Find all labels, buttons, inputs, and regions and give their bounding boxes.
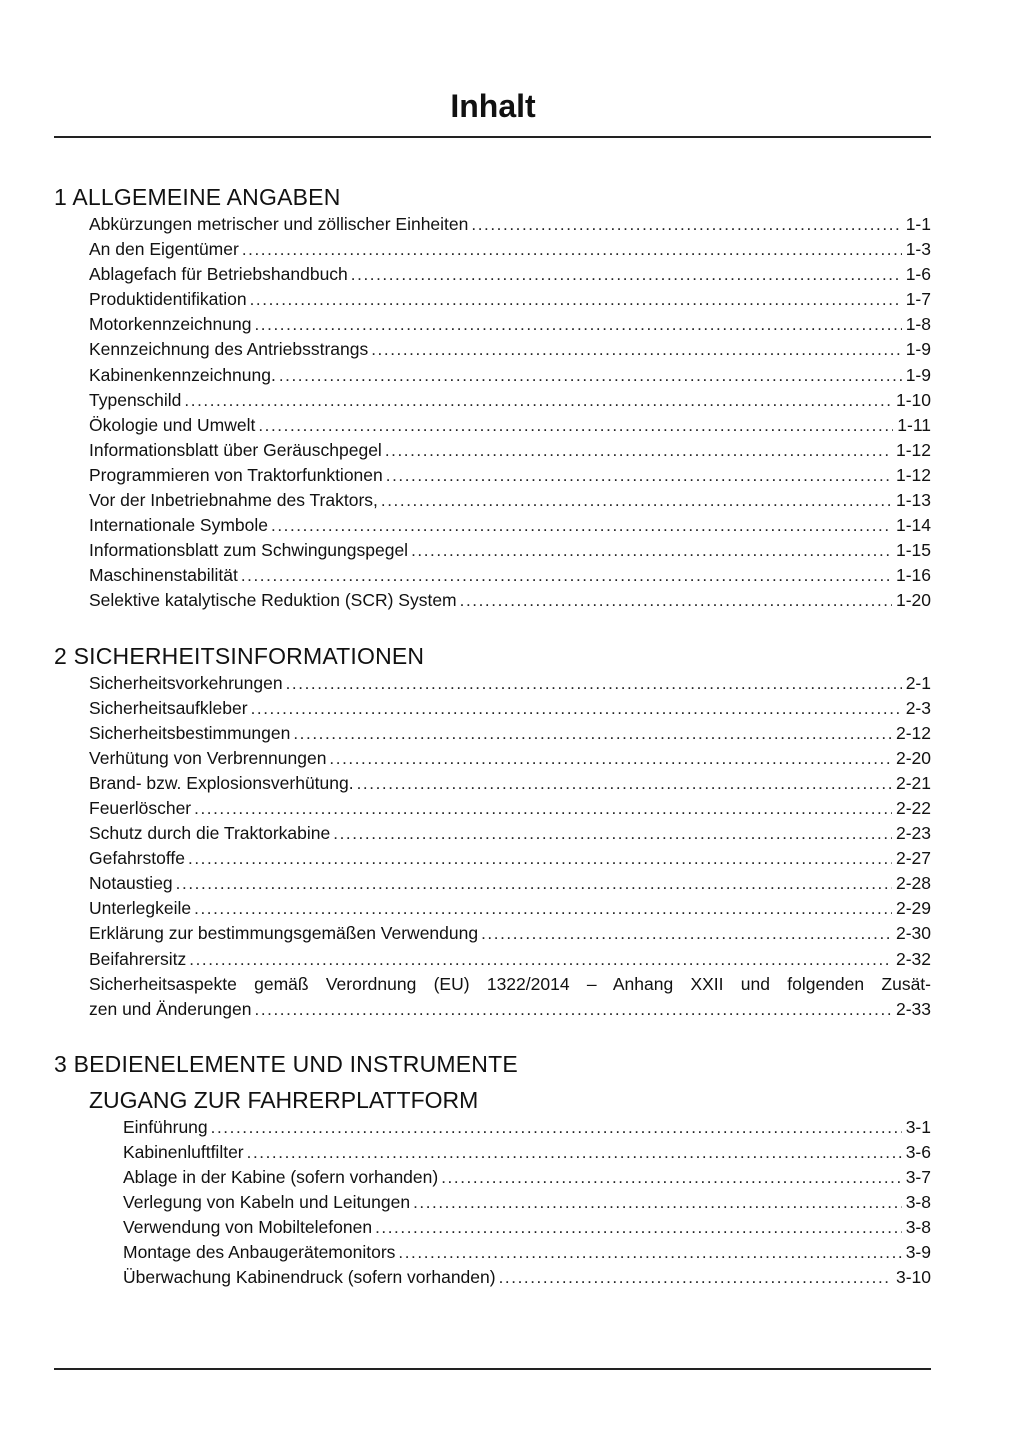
dot-leader [189,947,892,972]
entry-page: 2-23 [895,823,931,844]
dot-leader [247,1140,902,1165]
entry-title-line-1: Sicherheitsaspekte gemäß Verordnung (EU) 1322/2014 – Anhang XXII und folgenden Zusät- [89,973,931,994]
entry-title: Einführung [123,1116,208,1137]
dot-leader [286,671,902,696]
entry-page: 3-9 [905,1242,931,1263]
dot-leader [381,488,892,513]
page-title: Inhalt [450,88,536,124]
entry-title: Gefahrstoffe [89,848,185,869]
entry-title: Verwendung von Mobiltelefonen [123,1217,373,1238]
entry-page: 1-11 [897,414,931,435]
toc-entry[interactable] [89,212,931,237]
entry-title: Internationale Symbole [89,515,268,536]
toc-entry[interactable] [89,921,931,946]
entry-page: 1-13 [895,490,931,511]
entry-page: 2-21 [895,772,931,793]
toc-section-3 [54,1049,931,1291]
entry-title: Programmieren von Traktorfunktionen [89,464,383,485]
entry-title: Sicherheitsaufkleber [89,697,248,718]
entry-title-line-2: zen und Änderungen [89,998,252,1019]
toc-entry[interactable] [89,721,931,746]
dot-leader [194,796,892,821]
entry-title: Schutz durch die Traktorkabine [89,823,331,844]
toc-entry[interactable] [89,237,931,262]
toc-section-1 [54,182,931,614]
toc-entry[interactable] [89,846,931,871]
entry-page: 3-8 [905,1192,931,1213]
toc-entry[interactable] [89,796,931,821]
toc-entry[interactable] [89,287,931,312]
toc-entry[interactable] [123,1115,931,1140]
entry-page: 1-7 [905,289,931,310]
entry-page: 1-12 [895,439,931,460]
entry-title: Kabinenluftfilter [123,1141,244,1162]
toc-entry[interactable] [123,1165,931,1190]
dot-leader [371,337,901,362]
entry-page: 1-9 [905,364,931,385]
toc-entry-continuation [89,997,931,1022]
entry-title: Notaustieg [89,873,173,894]
dot-leader [271,513,892,538]
section-heading[interactable]: 2 SICHERHEITSINFORMATIONEN [54,642,425,669]
toc-section-2 [54,641,931,1022]
toc-entry[interactable] [89,463,931,488]
toc-entry[interactable] [89,363,931,388]
entry-title: Informationsblatt zum Schwingungspegel [89,540,409,561]
entry-title: Verlegung von Kabeln und Leitungen [123,1192,411,1213]
dot-leader [176,871,892,896]
footer-divider [54,1368,931,1370]
entry-title: Sicherheitsvorkehrungen [89,672,283,693]
toc-entry[interactable] [123,1265,931,1290]
entry-page: 1-1 [905,214,931,234]
entry-title: An den Eigentümer [89,239,239,260]
entry-page: 1-3 [905,239,931,260]
subsection-entries [54,1115,931,1291]
toc-entry[interactable] [123,1240,931,1265]
entry-title: Feuerlöscher [89,797,192,818]
dot-leader [413,1190,902,1215]
entry-title: Kabinenkennzeichnung. [89,364,276,385]
entry-page: 2-20 [895,747,931,768]
toc-entry[interactable] [123,1140,931,1165]
section-heading[interactable]: 1 ALLGEMEINE ANGABEN [54,184,341,210]
entry-page: 1-16 [895,565,931,586]
toc-entry[interactable] [89,563,931,588]
subsection-heading[interactable]: ZUGANG ZUR FAHRERPLATTFORM [89,1086,479,1113]
toc-entry[interactable] [89,696,931,721]
entry-page: 1-15 [895,540,931,561]
toc-entry-wrapped[interactable] [89,972,931,1022]
entry-page: 1-14 [895,515,931,536]
toc-entry[interactable] [89,413,931,438]
toc-entry[interactable] [89,947,931,972]
dot-leader [254,312,901,337]
entry-title: Überwachung Kabinendruck (sofern vorhanden) [123,1267,496,1288]
section-heading[interactable]: 3 BEDIENELEMENTE UND INSTRUMENTE [54,1050,518,1077]
entry-page: 2-3 [905,697,931,718]
entry-title: Erklärung zur bestimmungsgemäßen Verwendung [89,923,479,944]
entry-page: 3-7 [905,1167,931,1187]
entry-page: 1-10 [895,389,931,410]
entry-page: 2-29 [895,898,931,919]
entry-title: Abkürzungen metrischer und zöllischer Einheiten [89,214,469,234]
entry-title: Ökologie und Umwelt [89,414,256,435]
section-entries [54,671,931,1022]
toc-entry[interactable] [89,588,931,613]
dot-leader [481,921,892,946]
entry-title: Kennzeichnung des Antriebsstrangs [89,339,369,360]
dot-leader [499,1265,892,1290]
entry-page: 1-6 [905,264,931,285]
toc-entry[interactable] [89,896,931,921]
dot-leader [279,363,902,388]
toc-entry[interactable] [89,746,931,771]
dot-leader [188,846,892,871]
entry-title: Produktidentifikation [89,289,247,310]
entry-title: Beifahrersitz [89,948,187,969]
dot-leader [441,1165,901,1190]
entry-page: 1-20 [895,590,931,611]
dot-leader [211,1115,902,1140]
entry-title: Informationsblatt über Geräuschpegel [89,439,382,460]
dot-leader [241,563,892,588]
dot-leader [386,463,892,488]
entry-page: 1-12 [895,464,931,485]
toc-entry[interactable] [123,1190,931,1215]
dot-leader [411,538,892,563]
entry-title: Typenschild [89,389,182,410]
entry-title: Ablage in der Kabine (sofern vorhanden) [123,1167,439,1187]
toc-entry[interactable] [89,771,931,796]
table-of-contents [54,182,931,1317]
entry-page: 2-32 [895,948,931,969]
entry-page: 2-33 [895,998,931,1019]
entry-page: 3-10 [895,1267,931,1288]
toc-entry[interactable] [89,488,931,513]
entry-title: Verhütung von Verbrennungen [89,747,327,768]
dot-leader [357,771,892,796]
entry-page: 2-27 [895,848,931,869]
entry-title: Selektive katalytische Reduktion (SCR) System [89,590,457,611]
entry-page: 1-8 [905,314,931,335]
toc-entry[interactable] [89,871,931,896]
dot-leader [351,262,902,287]
dot-leader [471,212,901,237]
dot-leader [385,438,892,463]
section-entries [54,212,931,614]
dot-leader [194,896,892,921]
entry-title: Unterlegkeile [89,898,192,919]
entry-page: 3-1 [905,1116,931,1137]
dot-leader [258,413,893,438]
dot-leader [255,997,892,1022]
title-divider [54,136,931,138]
toc-entry[interactable] [89,671,931,696]
dot-leader [184,388,892,413]
entry-title: Ablagefach für Betriebshandbuch [89,264,348,285]
entry-title: Maschinenstabilität [89,565,238,586]
toc-entry[interactable] [123,1215,931,1240]
entry-page: 2-28 [895,873,931,894]
dot-leader [329,746,892,771]
entry-page: 2-22 [895,797,931,818]
entry-page: 2-30 [895,923,931,944]
entry-title: Brand- bzw. Explosionsverhütung. [89,772,354,793]
toc-entry[interactable] [89,388,931,413]
entry-page: 3-8 [905,1217,931,1238]
dot-leader [375,1215,902,1240]
entry-title: Montage des Anbaugerätemonitors [123,1242,396,1263]
entry-title: Motorkennzeichnung [89,314,252,335]
entry-title: Vor der Inbetriebnahme des Traktors, [89,490,378,511]
toc-entry[interactable] [89,821,931,846]
dot-leader [250,287,902,312]
entry-page: 2-12 [895,722,931,743]
dot-leader [293,721,892,746]
toc-entry[interactable] [89,312,931,337]
dot-leader [251,696,902,721]
dot-leader [242,237,902,262]
dot-leader [333,821,892,846]
entry-page: 2-1 [905,672,931,693]
entry-page: 3-6 [905,1141,931,1162]
toc-entry[interactable] [89,337,931,362]
dot-leader [460,588,892,613]
toc-entry[interactable] [89,438,931,463]
toc-entry[interactable] [89,538,931,563]
toc-entry[interactable] [89,513,931,538]
entry-title: Sicherheitsbestimmungen [89,722,291,743]
dot-leader [398,1240,901,1265]
toc-entry[interactable] [89,262,931,287]
entry-page: 1-9 [905,339,931,360]
